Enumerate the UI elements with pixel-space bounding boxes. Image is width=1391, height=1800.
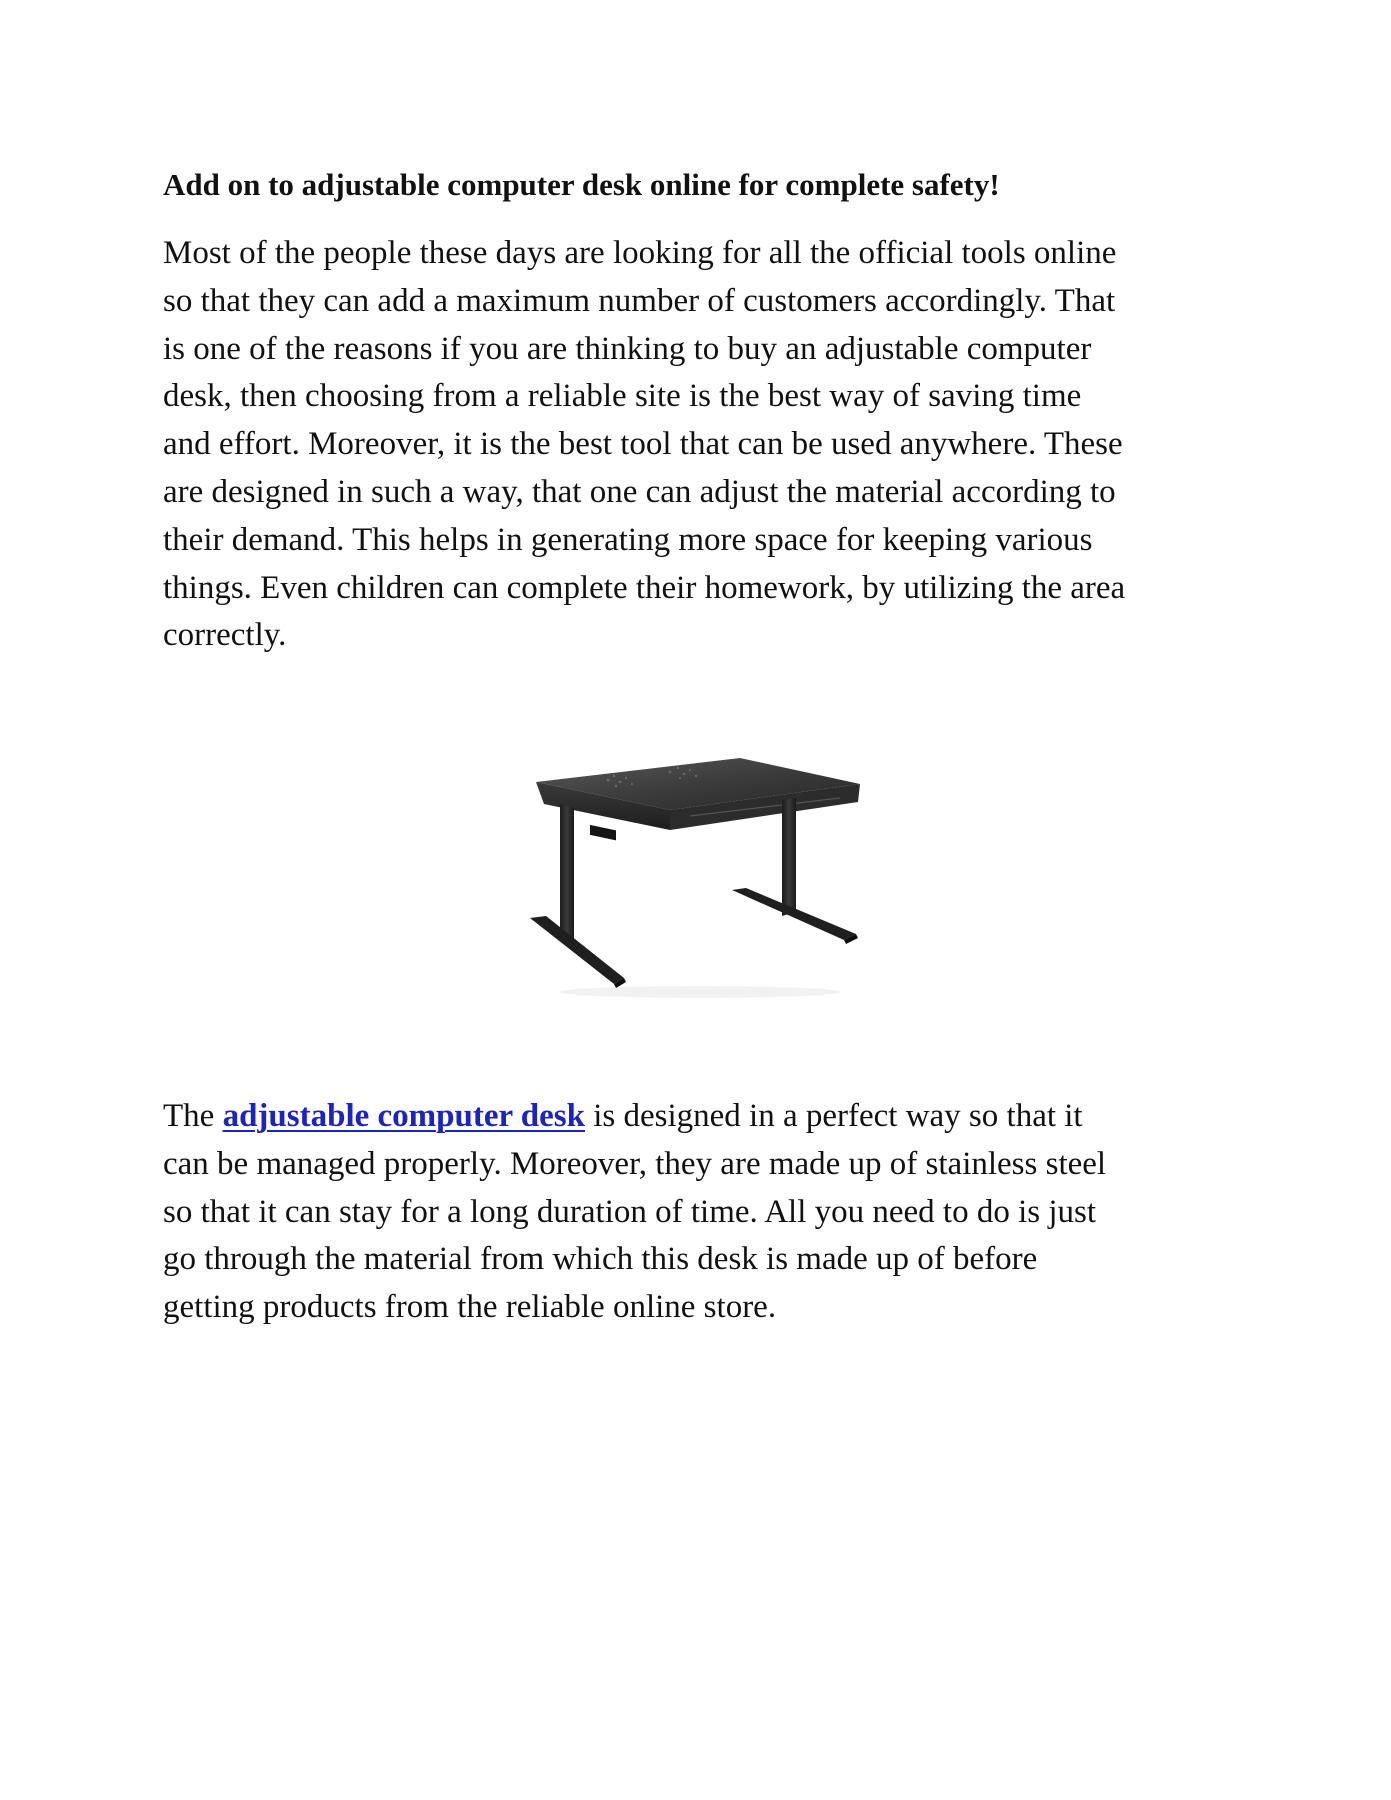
detail-paragraph xyxy=(163,1093,1253,1332)
paragraph-line: so that they can add a maximum number of customers accordingly. That xyxy=(163,282,1116,319)
adjustable-desk-photo xyxy=(520,740,880,1010)
paragraph-line: are designed in such a way, that one can adjust the material according to xyxy=(163,473,1116,510)
paragraph-line: desk, then choosing from a reliable site is the best way of saving time xyxy=(163,378,1082,415)
intro-paragraph xyxy=(163,230,1253,660)
paragraph-line: can be managed properly. Moreover, they are made up of stainless steel xyxy=(163,1145,1107,1182)
text-before-link: The xyxy=(163,1098,223,1134)
paragraph-line: go through the material from which this desk is made up of before xyxy=(163,1241,1038,1278)
paragraph-line: getting products from the reliable online store. xyxy=(163,1289,777,1326)
paragraph-line: things. Even children can complete their homework, by utilizing the area xyxy=(163,569,1126,606)
paragraph-line: their demand. This helps in generating more space for keeping various xyxy=(163,521,1093,558)
paragraph-line: and effort. Moreover, it is the best tool that can be used anywhere. These xyxy=(163,426,1123,463)
paragraph-line: is one of the reasons if you are thinking to buy an adjustable computer xyxy=(163,330,1092,367)
paragraph-line: correctly. xyxy=(163,617,287,654)
article-title: Add on to adjustable computer desk online for complete safety! xyxy=(163,167,1000,202)
paragraph-line: so that it can stay for a long duration of time. All you need to do is just xyxy=(163,1193,1097,1230)
paragraph-line: Most of the people these days are looking for all the official tools online xyxy=(163,235,1117,271)
adjustable-desk-link[interactable]: adjustable computer desk xyxy=(222,1098,585,1134)
desk-image xyxy=(520,740,880,1010)
text-after-link: is designed in a perfect way so that it xyxy=(584,1098,1083,1134)
paragraph-line xyxy=(163,1093,1253,1141)
